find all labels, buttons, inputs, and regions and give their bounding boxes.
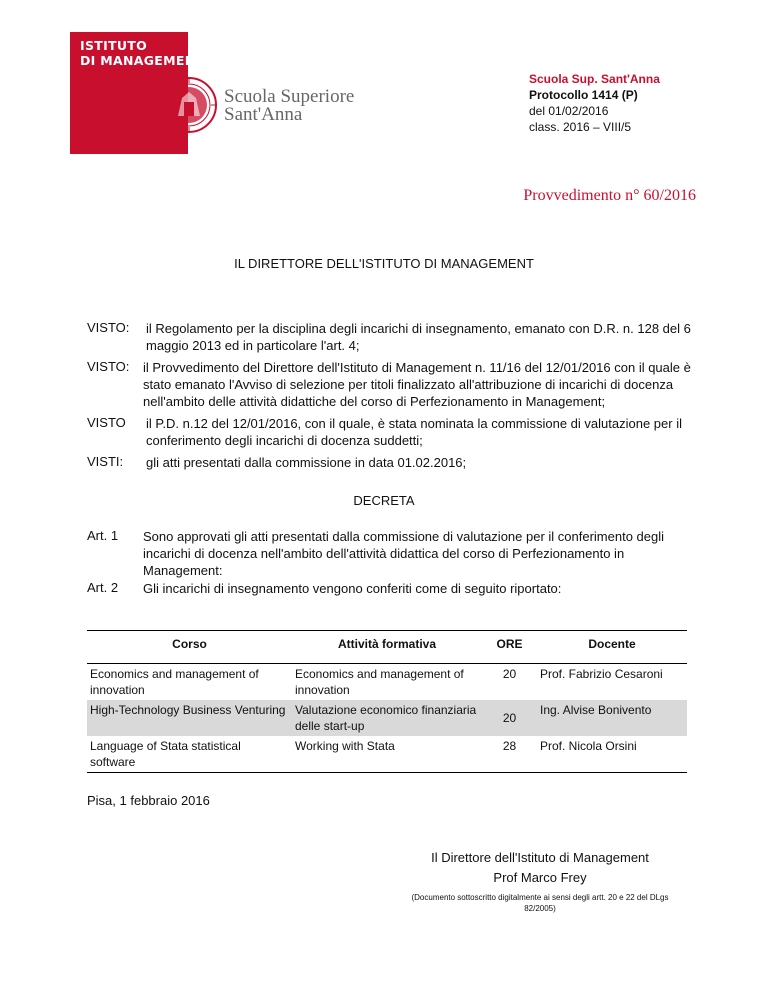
header-attivita: Attività formativa [292,631,482,664]
article-row [87,580,707,597]
decreta-heading: DECRETA [353,493,415,508]
school-seal-icon [160,76,218,134]
cell-ore: 28 [482,736,537,773]
protocol-date: del 01/02/2016 [529,104,609,118]
signature-role: Il Direttore dell'Istituto di Management [431,850,649,865]
visto-row [87,454,707,471]
visto-text: il Regolamento per la disciplina degli incarichi di insegnamento, emanato con D.R. n. 128 del 6 maggio 2013 ed in particolare l'art. 4; [146,321,691,353]
protocol-class: class. 2016 – VIII/5 [529,120,632,134]
visto-key: VISTO [87,415,126,430]
visto-text: il P.D. n.12 del 12/01/2016, con il quale, è stata nominata la commissione di valutazione per il conferimento degli incarichi di docenza suddetti; [146,416,682,448]
institute-logo-text: ISTITUTO DI MANAGEMENT [80,38,205,68]
cell-ore: 20 [502,667,517,681]
school-name-line2: Sant'Anna [224,104,303,125]
visto-key: VISTO: [87,320,130,335]
cell-docente: Prof. Fabrizio Cesaroni [540,667,663,681]
article-text: Sono approvati gli atti presentati dalla commissione di valutazione per il conferimento degli incarichi di docenza nell'ambito dell'attività didattica del corso di Perfezionamento in Management: [143,529,665,578]
article-key: Art. 1 [87,528,119,543]
cell-docente: Ing. Alvise Bonivento [537,700,687,736]
school-name-line1: Scuola Superiore [224,86,355,107]
header-ore: ORE [482,631,537,664]
document-title: IL DIRETTORE DELL'ISTITUTO DI MANAGEMENT [234,256,534,271]
assignments-table [87,630,687,773]
signature-block [395,848,685,914]
header-docente: Docente [537,631,687,664]
protocol-block [529,71,660,135]
visto-row [87,359,707,410]
visto-row [87,320,707,354]
cell-docente: Prof. Nicola Orsini [537,736,687,773]
school-name [224,88,354,124]
visto-text: gli atti presentati dalla commissione in data 01.02.2016; [146,455,467,470]
cell-corso: Economics and management of innovation [90,667,259,697]
table-row [87,700,687,736]
visto-key: VISTO: [87,359,130,374]
visto-text: il Provvedimento del Direttore dell'Istituto di Management n. 11/16 del 12/01/2016 con il quale è stato emanato l'Avviso di selezione per titoli finalizzato all'attribuzione di incarichi di docenza nell'ambito delle attività didattiche del corso di Perfezionamento in Management; [143,360,691,409]
header-corso: Corso [87,631,292,664]
signature-note: (Documento sottoscritto digitalmente ai sensi degli artt. 20 e 22 del DLgs 82/2005) [411,893,669,913]
provvedimento-number: Provvedimento n° 60/2016 [523,187,696,204]
table-header-row [87,631,687,664]
article-row [87,528,707,579]
table-row [87,664,687,701]
protocol-school: Scuola Sup. Sant'Anna [529,72,660,86]
cell-corso: Language of Stata statistical software [87,736,292,773]
cell-attivita: Valutazione economico finanziaria delle start-up [292,700,482,736]
article-key: Art. 2 [87,580,119,595]
cell-attivita: Working with Stata [292,736,482,773]
visto-row [87,415,707,449]
cell-corso: High-Technology Business Venturing [87,700,292,736]
visti-section [87,320,707,471]
signature-name: Prof Marco Frey [493,870,587,885]
articles-section [87,528,707,597]
place-date: Pisa, 1 febbraio 2016 [87,793,210,808]
visto-key: VISTI: [87,454,124,469]
protocol-number: Protocollo 1414 (P) [529,88,638,102]
cell-attivita: Economics and management of innovation [295,667,464,697]
cell-ore: 20 [482,700,537,736]
table-row [87,736,687,773]
article-text: Gli incarichi di insegnamento vengono conferiti come di seguito riportato: [143,581,562,596]
